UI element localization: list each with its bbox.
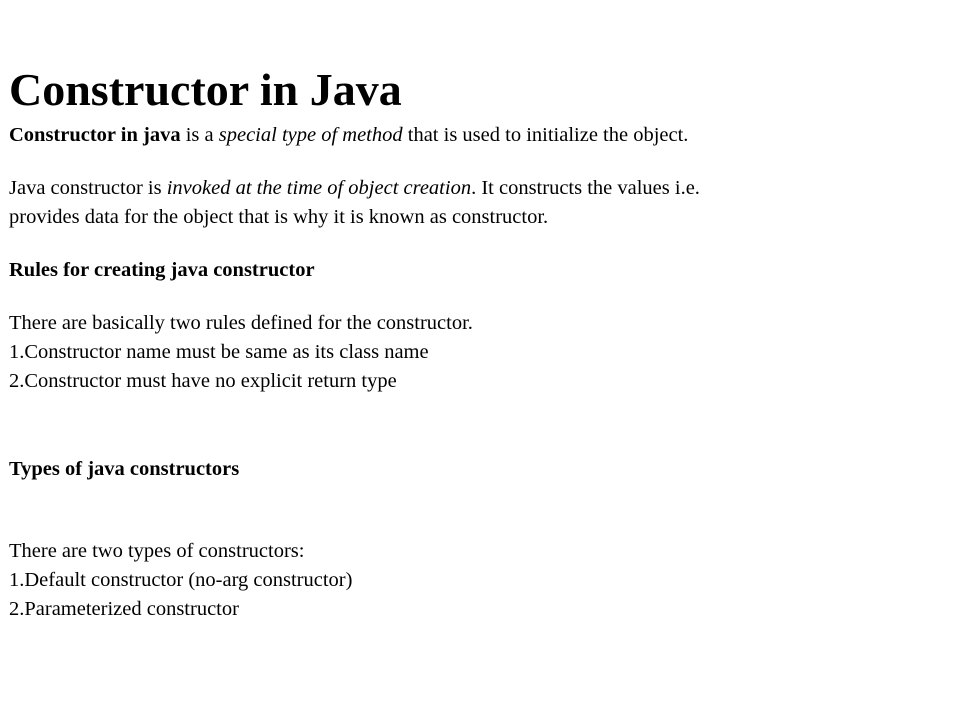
- invocation-line-2: provides data for the object that is why it is known as constructor.: [9, 206, 549, 228]
- rules-item-2: 2.Constructor must have no explicit return type: [9, 370, 397, 392]
- invocation-text-2: . It constructs the values i.e.: [471, 177, 700, 199]
- types-lead: There are two types of constructors:: [9, 540, 305, 562]
- intro-bold-term: Constructor in java: [9, 124, 181, 146]
- intro-text-1: is a: [180, 124, 219, 146]
- intro-italic-phrase: special type of method: [218, 124, 403, 146]
- invocation-text-1: Java constructor is: [9, 177, 167, 199]
- rules-item-1: 1.Constructor name must be same as its class name: [9, 341, 429, 363]
- rules-paragraph: [9, 309, 949, 396]
- slide-title: Constructor in Java: [9, 64, 402, 115]
- types-item-1: 1.Default constructor (no-arg constructor): [9, 569, 353, 591]
- rules-heading: Rules for creating java constructor: [9, 259, 315, 281]
- rules-lead: There are basically two rules defined for the constructor.: [9, 312, 473, 334]
- intro-text-2: that is used to initialize the object.: [402, 124, 689, 146]
- types-item-2: 2.Parameterized constructor: [9, 598, 239, 620]
- intro-paragraph: [9, 121, 949, 150]
- types-paragraph: [9, 537, 949, 624]
- types-heading: Types of java constructors: [9, 458, 240, 480]
- invocation-line-1: [9, 174, 949, 203]
- invocation-paragraph: [9, 174, 949, 232]
- invocation-italic-phrase: invoked at the time of object creation: [166, 177, 472, 199]
